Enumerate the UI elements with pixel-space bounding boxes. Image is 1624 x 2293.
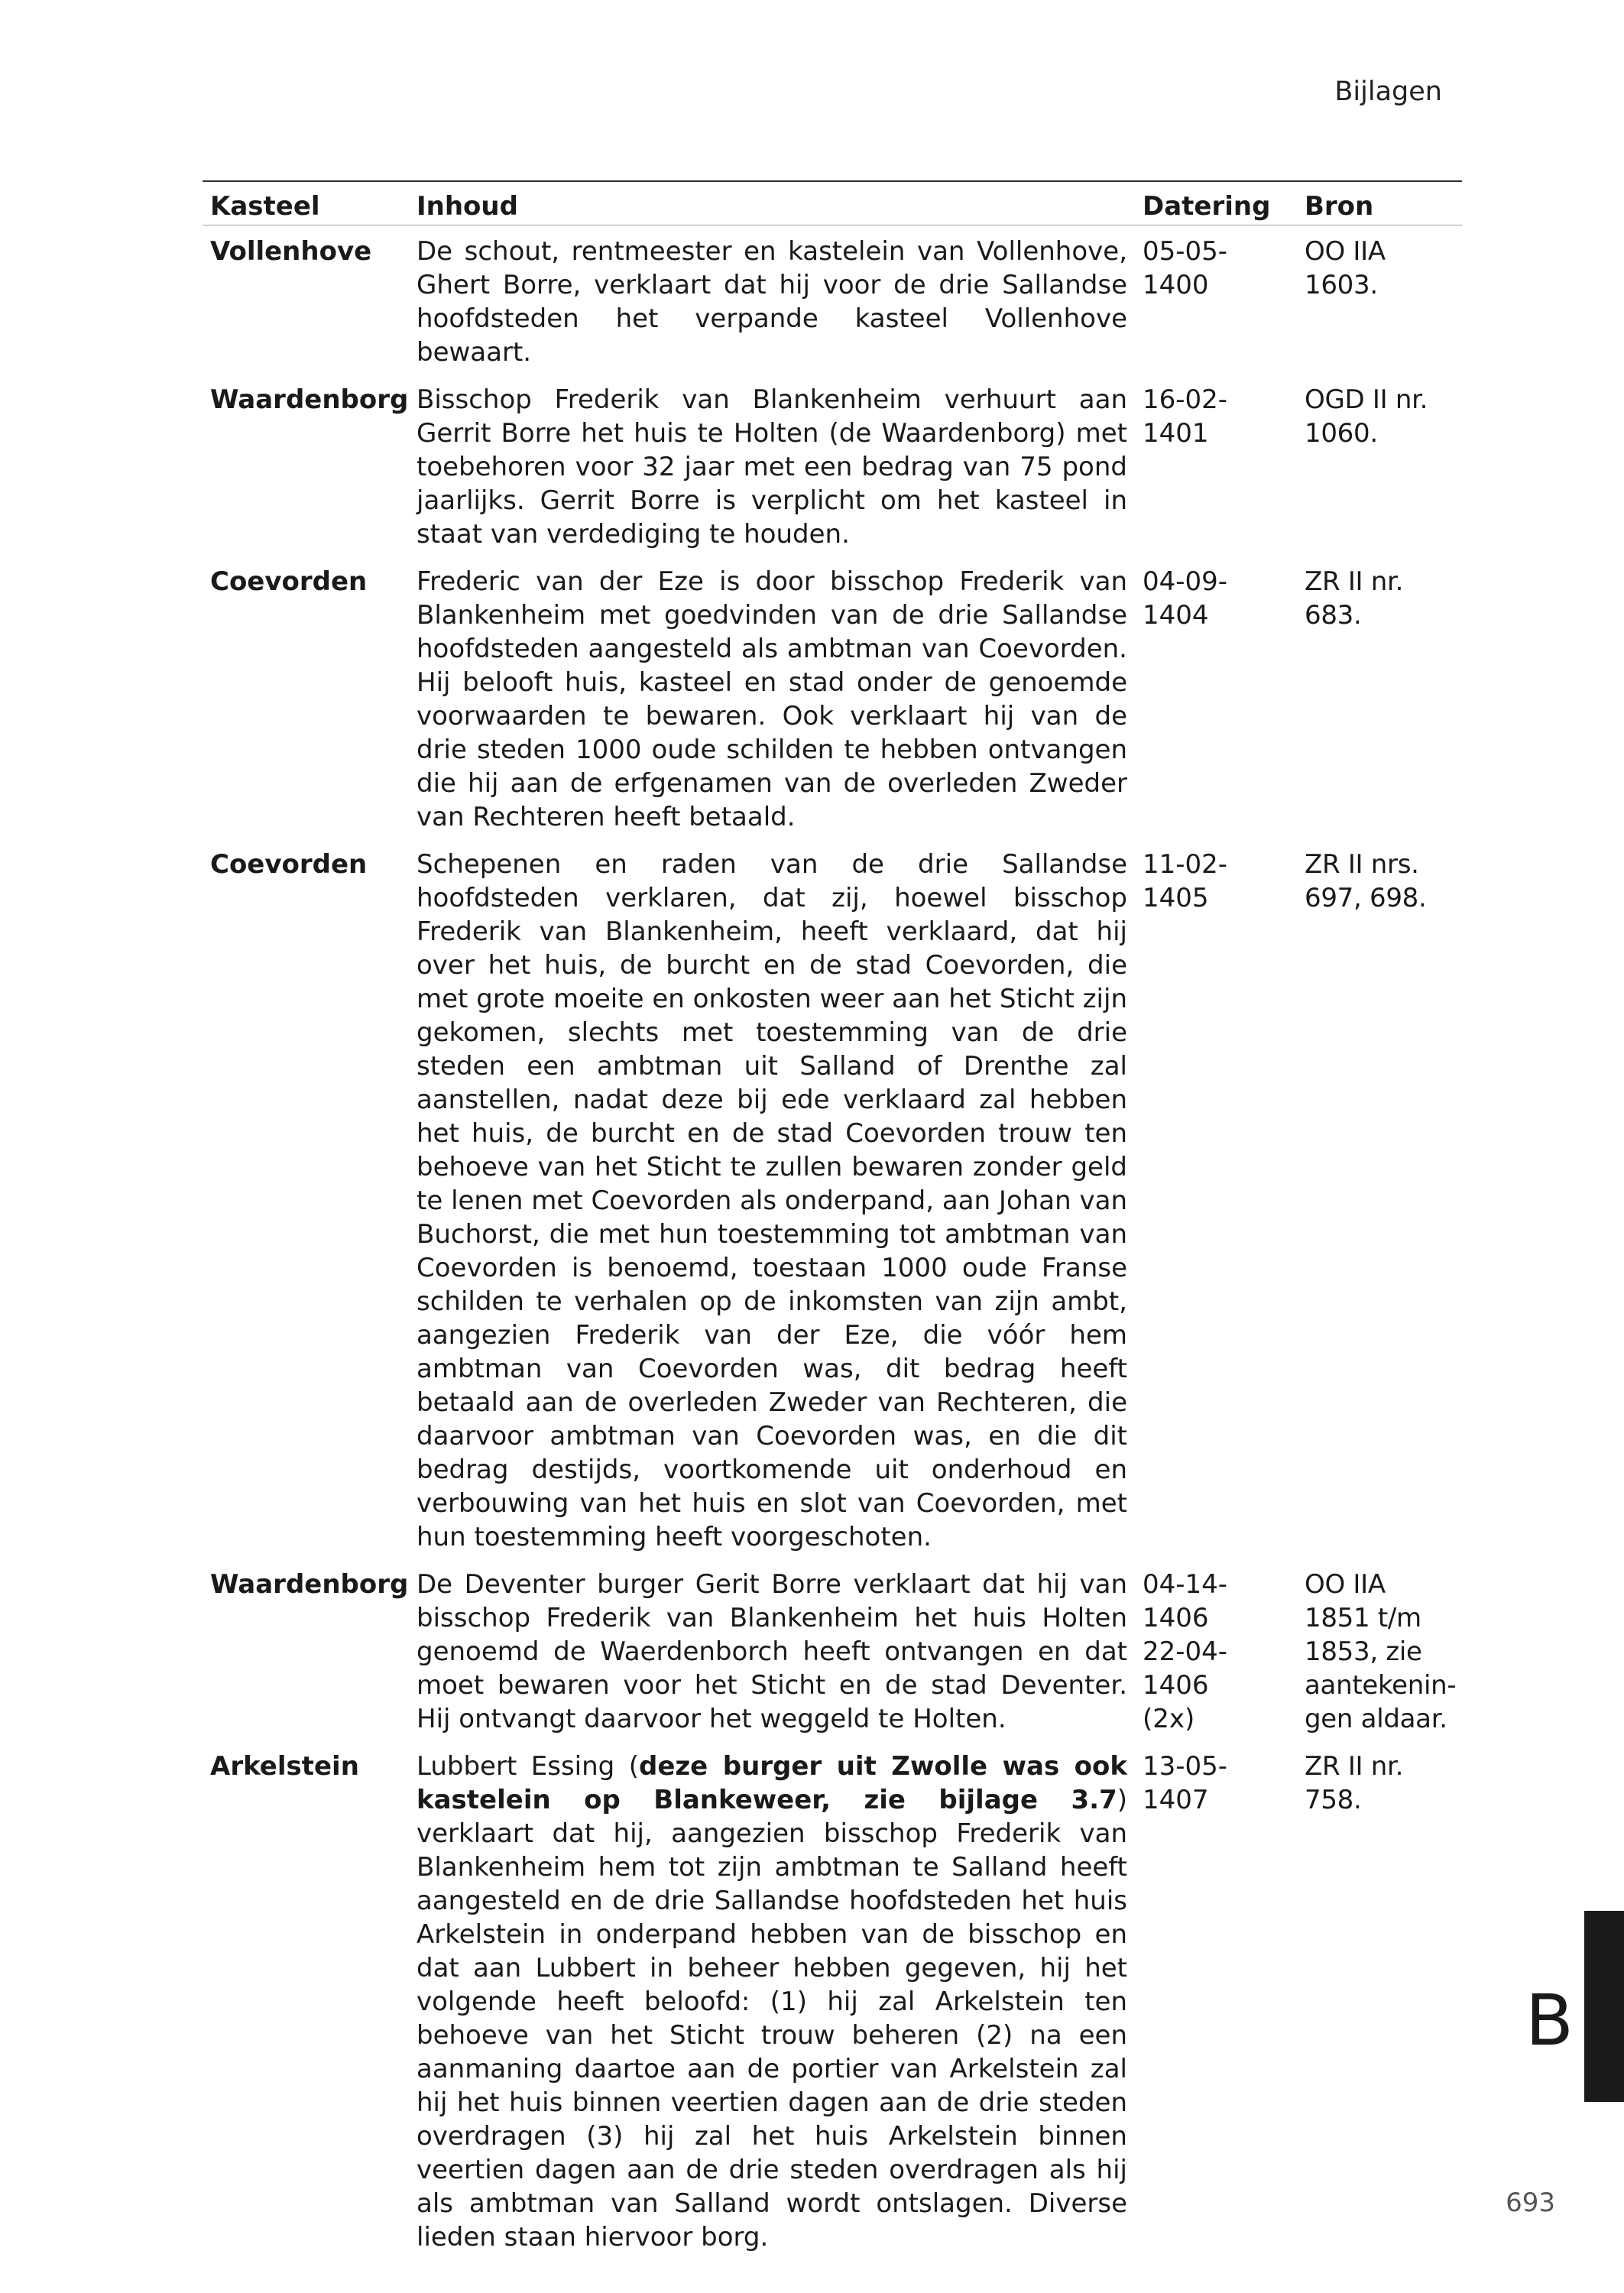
cell-datering: 04-14-1406 22-04-1406 (2x) <box>1143 1569 1228 1734</box>
cell-bron: ZR II nr. 758. <box>1305 1751 1404 1815</box>
cell-inhoud: De Deventer burger Gerit Borre verklaart dat hij van bisschop Frederik van Blankenheim het huis Holten genoemd de Waerdenborch heeft ontvangen en dat moet bewaren voor het Sticht en de stad Deventer. Hij ontvangt daarvoor het weggeld te Holten. <box>417 1569 1127 1734</box>
table-row <box>203 1558 1462 1740</box>
table-row <box>203 1740 1462 2259</box>
table-row <box>203 838 1462 1558</box>
cell-datering: 16-02-1401 <box>1143 384 1228 449</box>
cell-inhoud <box>409 1740 1135 2259</box>
cell-bron: ZR II nrs. 697, 698. <box>1305 849 1427 913</box>
cell-bron: OGD II nr. 1060. <box>1305 384 1428 449</box>
cell-datering: 13-05-1407 <box>1143 1751 1228 1815</box>
inhoud-bold-note: deze burger uit Zwolle was ook kastelein op Blankeweer, zie bijlage 3.7 <box>417 1751 1128 1815</box>
cell-bron: ZR II nr. 683. <box>1305 566 1404 631</box>
table-header-row <box>203 181 1462 225</box>
cell-datering: 11-02-1405 <box>1143 849 1228 913</box>
cell-kasteel: Arkelstein <box>210 1751 359 1782</box>
column-header-datering: Datering <box>1135 181 1297 225</box>
castle-records-table <box>203 180 1462 2259</box>
cell-inhoud: Schepenen en raden van de drie Sallandse hoofdsteden verklaren, dat zij, hoewel bisschop Frederik van Blankenheim, heeft verklaard, dat hij over het huis, de burcht en de stad Coevorden, die met grote moeite en onkosten weer aan het Sticht zijn gekomen, slechts met toestemming van de drie steden een ambtman uit Salland of Drenthe zal aanstellen, nadat deze bij ede verklaard zal hebben het huis, de burcht en de stad Coevorden trouw ten behoeve van het Sticht te zullen bewaren zonder geld te lenen met Coevorden als onderpand, aan Johan van Buchorst, die met hun toestemming tot ambtman van Coevorden is benoemd, toestaan 1000 oude Franse schilden te verhalen op de inkomsten van zijn ambt, aangezien Frederik van der Eze, die vóór hem ambtman van Coevorden was, dit bedrag heeft betaald aan de overleden Zweder van Rechteren, die daarvoor ambtman van Coevorden was, en die dit bedrag destijds, voortkomende uit onderhoud en verbouwing van het huis en slot van Coevorden, met hun toestemming heeft voorgeschoten. <box>417 849 1127 1552</box>
cell-inhoud: Frederic van der Eze is door bisschop Frederik van Blankenheim met goedvinden van de drie Sallandse hoofdsteden aangesteld als ambtman van Coevorden. Hij belooft huis, kasteel en stad onder de genoemde voorwaarden te bewaren. Ook verklaart hij van de drie steden 1000 oude schilden te hebben ontvangen die hij aan de erfgenamen van de overleden Zweder van Rechteren heeft betaald. <box>417 566 1127 832</box>
cell-kasteel: Waardenborg <box>210 1569 409 1600</box>
cell-kasteel: Vollenhove <box>210 236 372 267</box>
cell-bron: OO IIA 1603. <box>1305 236 1386 300</box>
table-row <box>203 374 1462 556</box>
column-header-kasteel: Kasteel <box>203 181 409 225</box>
cell-inhoud: Bisschop Frederik van Blankenheim verhuurt aan Gerrit Borre het huis te Holten (de Waardenborg) met toebehoren voor 32 jaar met een bedrag van 75 pond jaarlijks. Gerrit Borre is verplicht om het kasteel in staat van verdediging te houden. <box>417 384 1127 550</box>
cell-kasteel: Coevorden <box>210 849 368 880</box>
running-head-title: Bijlagen <box>1334 76 1442 107</box>
table-body <box>203 225 1462 2259</box>
inhoud-text: Lubbert Essing ( <box>417 1751 639 1782</box>
page-number: 693 <box>1506 2188 1555 2218</box>
cell-datering: 04-09-1404 <box>1143 566 1228 631</box>
section-tab-letter: B <box>1525 1980 1574 2061</box>
cell-inhoud: De schout, rentmeester en kastelein van Vollenhove, Ghert Borre, verklaart dat hij voor de drie Sallandse hoofdsteden het verpande kasteel Vollenhove bewaart. <box>417 236 1127 368</box>
cell-kasteel: Waardenborg <box>210 384 409 415</box>
section-tab-marker <box>1584 1911 1624 2102</box>
column-header-bron: Bron <box>1297 181 1462 225</box>
cell-kasteel: Coevorden <box>210 566 368 597</box>
inhoud-text: ) verklaart dat hij, aangezien bisschop Frederik van Blankenheim hem tot zijn ambtman te Salland heeft aangesteld en de drie Sallandse hoofdsteden het huis Arkelstein in onderpand hebben van de bisschop en dat aan Lubbert in beheer hebben gegeven, hij het volgende heeft beloofd: (1) hij zal Arkelstein ten behoeve van het Sticht trouw beheren (2) na een aanmaning daartoe aan de portier van Arkelstein zal hij het huis binnen veertien dagen aan de drie steden overdragen (3) hij zal het huis Arkelstein binnen veertien dagen aan de drie steden overdragen als hij als ambtman van Salland wordt ontslagen. Diverse lieden staan hiervoor borg. <box>417 1785 1127 2252</box>
cell-datering: 05-05-1400 <box>1143 236 1228 300</box>
table-row <box>203 225 1462 375</box>
column-header-inhoud: Inhoud <box>409 181 1135 225</box>
cell-bron: OO IIA 1851 t/m 1853, zie aantekenin-gen aldaar. <box>1305 1569 1457 1734</box>
table-header <box>203 181 1462 225</box>
table-row <box>203 556 1462 838</box>
